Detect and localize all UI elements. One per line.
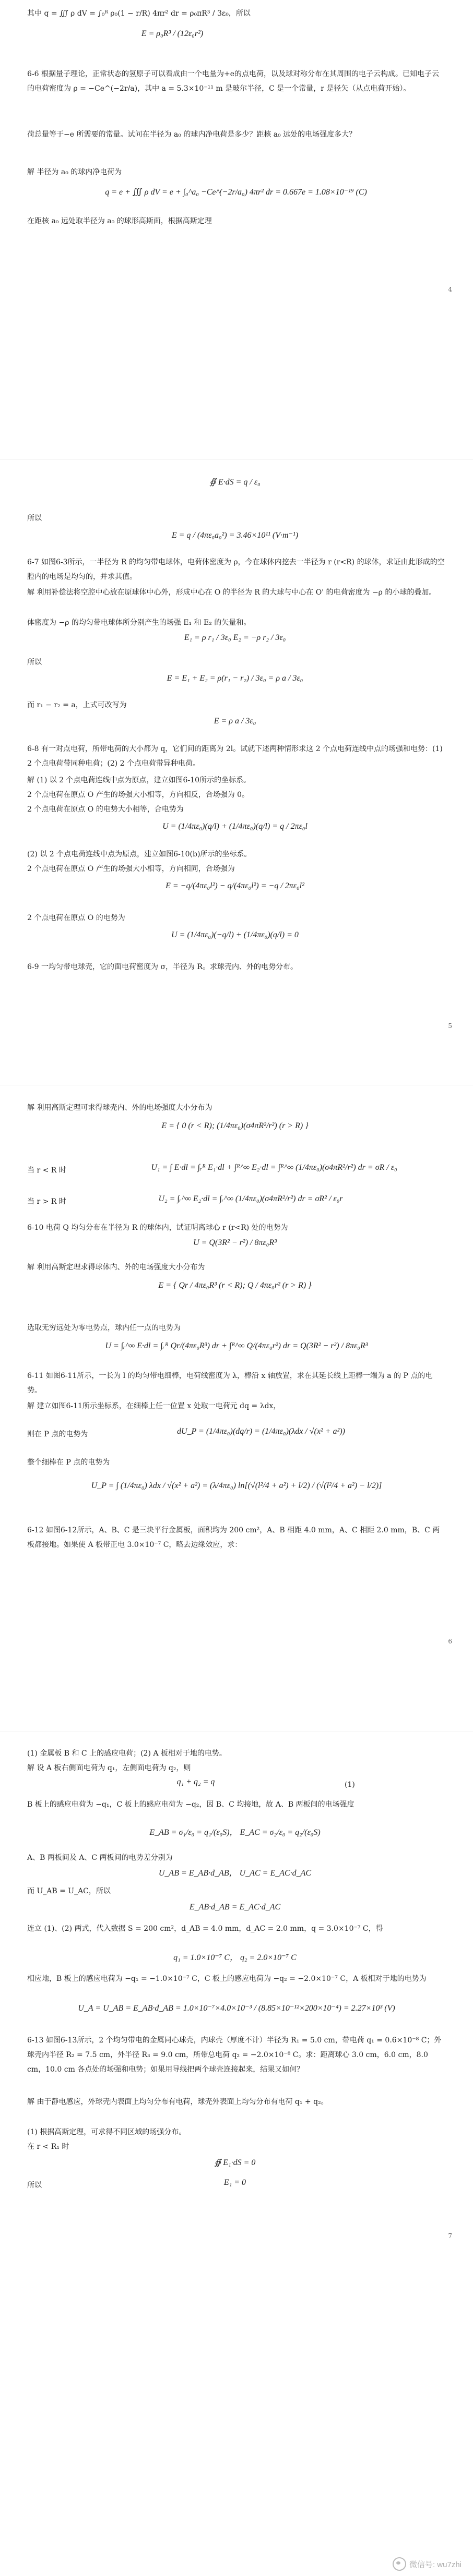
p4-eq3: U_AB = E_AB·d_AB， U_AC = E_AC·d_AC [158,1869,312,1878]
page-number: 5 [448,1022,452,1030]
p3-text9: 则在 P 点的电势为 [27,1430,88,1438]
p3-eq2: U₁ = ∫ E·dl = ∫ᵣᴿ E₁·dl + ∫ᴿ^∞ E₂·dl = ∫ᴿ^∞ (1/4πε₀)(σ4πR²/r²) dr = σR / ε₀ [151,1163,397,1172]
p3-eq8: U_P = ∫ (1/4πε₀) λdx / √(x² + a²) = (λ/4πε₀) ln[(√(l²/4 + a²) + l/2) / (√(l²/4 + a²) − l/2)] [91,1481,382,1490]
p4-text5: 而 U_AB = U_AC，所以 [27,1887,111,1895]
p3-text10: 整个细棒在 P 点的电势为 [27,1458,110,1467]
page-number: 4 [448,286,452,293]
p4-eq2: E_AB = σ₁/ε₀ = q₁/(ε₀S)， E_AC = σ₂/ε₀ = q₂/(ε₀S) [149,1828,321,1837]
p2-text1: 所以 [27,514,42,523]
p2-eq5: E = ρ a / 3ε₀ [214,717,256,725]
p2-eq3: E₁ = ρ r₁ / 3ε₀ E₂ = −ρ r₂ / 3ε₀ [184,633,286,642]
p3-text3: 当 r > R 时 [27,1198,66,1206]
p4-text6: 连立 (1)、(2) 两式，代入数据 S = 200 cm²，d_AB = 4.0 mm，d_AC = 2.0 mm，q = 3.0×10⁻⁷ C，得 [27,1925,383,1933]
p3-eq1: E = { 0 (r < R); (1/4πε₀)(σ4πR²/r²) (r > R) } [161,1121,309,1130]
p2-text10: 2 个点电荷在原点 O 的电势大小相等，合电势为 [27,805,184,814]
p2-text7: 6-8 有一对点电荷，所带电荷的大小都为 q，它们间的距离为 2l。试就下述两种情形求这 2 个点电荷连线中点的场强和电势：(1) 2 个点电荷带同种电荷；(2) 2 个点电荷带异种电荷。 [27,745,443,768]
page-1 [0,0,473,469]
p4-eq6: U_A = U_AB = E_AB·d_AB = 1.0×10⁻⁷×4.0×10⁻³ / (8.85×10⁻¹²×200×10⁻⁴) = 2.27×10³ (V) [78,2004,395,2013]
p4-text10: (1) 根据高斯定理，可求得不同区域的场强分布。 [27,2128,186,2136]
p2-text6: 而 r₁ − r₂ = a，上式可改写为 [27,701,127,709]
p3-eq4: U = Q(3R² − r²) / 8πε₀R³ [193,1238,277,1247]
watermark-text: 微信号: wu7zhi [409,2560,462,2569]
p3-text11: 6-12 如图6-12所示，A、B、C 是三块平行金属板，面积均为 200 cm²，A、B 相距 4.0 mm，A、C 相距 2.0 mm，B、C 两板都接地。如果使 A 板带正电 3.0×10⁻⁷ C，略去边缘效应，求： [27,1526,440,1549]
p2-text8: 解 (1) 以 2 个点电荷连线中点为原点，建立如图6-10所示的坐标系。 [27,776,251,784]
p3-text6: 选取无穷远处为零电势点，球内任一点的电势为 [27,1324,181,1332]
p1-text1: 6-6 根据量子理论，正常状态的氢原子可以看成由一个电量为+e的点电荷，以及球对称分布在其周围的电子云构成。已知电子云的电荷密度为 ρ = −Ce^(−2r/a)，其中 a = 5.3×10⁻¹¹ m 是玻尔半径，C 是一个常量，r 是径矢（从点电荷开始）。 [27,70,440,93]
wechat-logo-icon [393,2557,406,2571]
p2-text2: 6-7 如图6-3所示，一半径为 R 的均匀带电球体，电荷体密度为 ρ，今在球体内挖去一半径为 r (r<R) 的球体，求证由此形成的空腔内的电场是均匀的，并求其值。 [27,558,445,581]
page-3 [0,1095,473,1732]
p4-eq8: E₁ = 0 [223,2178,246,2187]
p3-text7: 6-11 如图6-11所示，一长为 l 的均匀带电细棒，电荷线密度为 λ，棒沿 x 轴放置，求在其延长线上距棒一端为 a 的 P 点的电势。 [27,1372,433,1395]
p1-text2: 荷总量等于−e 所需要的常量。试问在半径为 a₀ 的球内净电荷是多少？距核 a₀ 远处的电场强度多大？ [27,130,357,139]
p1-eq2: E = ρ₀R³ / (12ε₀r²) [141,29,204,38]
page-number: 7 [448,2232,452,2240]
p2-eq7: E = −q/(4πε₀l²) − q/(4πε₀l²) = −q / 2πε₀l² [165,881,304,890]
p3-text4: 6-10 电荷 Q 均匀分布在半径为 R 的球体内，试证明离球心 r (r<R) 处的电势为 [27,1224,288,1232]
p1-eq1: 其中 q = ∭ ρ dV = ∫₀ᴿ ρ₀(1 − r/R) 4πr² dr = ρ₀πR³ / 3ε₀，所以 [27,9,251,18]
p4-eq4: E_AB·d_AB = E_AC·d_AC [189,1903,281,1912]
p1-text3: 解 半径为 a₀ 的球内净电荷为 [27,168,122,176]
p4-text4: A、B 两板间及 A、C 两板间的电势差分别为 [27,1854,173,1862]
p1-eq3: q = e + ∭ ρ dV = e + ∫₀^a₀ −Ce^(−2r/a₀) 4πr² dr = 0.667e = 1.08×10⁻¹⁹ (C) [105,188,367,197]
p4-eq5: q₁ = 1.0×10⁻⁷ C， q₂ = 2.0×10⁻⁷ C [173,1953,297,1962]
p3-eq6: U = ∫ᵣ^∞ E·dl = ∫ᵣᴿ Qr/(4πε₀R³) dr + ∫ᴿ^∞ Q/(4πε₀r²) dr = Q(3R² − r²) / 8πε₀R³ [105,1341,368,1350]
p2-text14: 6-9 一均匀带电球壳，它的面电荷密度为 σ，半径为 R。求球壳内、外的电势分布。 [27,963,298,971]
p3-eq3: U₂ = ∫ᵣ^∞ E₂·dl = ∫ᵣ^∞ (1/4πε₀)(σ4πR²/r²) dr = σR² / ε₀r [158,1194,343,1203]
p4-text12: 所以 [27,2181,42,2190]
p2-eq4: E = E₁ + E₂ = ρ(r₁ − r₂) / 3ε₀ = ρ a / 3ε₀ [167,674,303,683]
p4-text3: B 板上的感应电荷为 −q₁，C 板上的感应电荷为 −q₂，因 B、C 均接地，故 A、B 两板间的电场强度 [27,1800,354,1809]
p4-text11: 在 r < R₁ 时 [27,2143,69,2151]
page-2 [0,469,473,1085]
p2-eq1: ∯ E·dS = q / ε₀ [209,478,261,487]
p2-eq2: E = q / (4πε₀a₀²) = 3.46×10¹¹ (V·m⁻¹) [171,531,299,540]
wechat-watermark [393,2557,462,2571]
p3-text8: 解 建立如图6-11所示坐标系，在细棒上任一位置 x 处取一电荷元 dq = λdx， [27,1402,281,1410]
p4-text8: 6-13 如图6-13所示，2 个均匀带电的金属同心球壳，内球壳（厚度不计）半径为 R₁ = 5.0 cm，带电荷 q₁ = 0.6×10⁻⁸ C；外球壳内半径 R₂ = 7.5 cm，外半径 R₃ = 9.0 cm，所带总电荷 q₂ = −2.0×10⁻⁸ C。求：距离球心 3.0 cm，6.0 cm，8.0 cm，10.0 cm 各点处的场强和电势；如果用导线把两个球壳连接起来，结果又如何？ [27,2036,442,2074]
p2-text9: 2 个点电荷在原点 O 产生的场强大小相等，方向相反，合场强为 0。 [27,791,250,799]
p3-eq7: dU_P = (1/4πε₀)(dq/r) = (1/4πε₀)(λdx / √(x² + a²)) [177,1427,345,1436]
page-number: 6 [448,1638,452,1645]
p4-text7: 相应地，B 板上的感应电荷为 −q₁ = −1.0×10⁻⁷ C，C 板上的感应电荷为 −q₂ = −2.0×10⁻⁷ C，A 板相对于地的电势为 [27,1975,427,1983]
p3-text5: 解 利用高斯定理求得球体内、外的电场强度大小分布为 [27,1263,205,1272]
p1-text4: 在距核 a₀ 远处取半径为 a₀ 的球形高斯面，根据高斯定理 [27,217,212,225]
p2-text4: 体密度为 −ρ 的均匀带电球体所分别产生的场强 E₁ 和 E₂ 的矢量和。 [27,619,251,627]
p4-text1: (1) 金属板 B 和 C 上的感应电荷；(2) A 板相对于地的电势。 [27,1749,227,1758]
p4-eqno1: (1) [345,1781,355,1789]
p3-eq5: E = { Qr / 4πε₀R³ (r < R); Q / 4πε₀r² (r > R) } [158,1281,312,1290]
p2-text11: (2) 以 2 个点电荷连线中点为原点，建立如图6-10(b)所示的坐标系。 [27,850,252,858]
p3-text2: 当 r < R 时 [27,1166,66,1175]
p2-text5: 所以 [27,658,42,667]
p4-eq1: q₁ + q₂ = q [176,1777,215,1786]
page-4 [0,1742,473,2576]
p4-text2: 解 设 A 板右侧面电荷为 q₁，左侧面电荷为 q₂，则 [27,1764,191,1772]
p2-eq8: U = (1/4πε₀)(−q/l) + (1/4πε₀)(q/l) = 0 [171,930,299,939]
p2-text3: 解 利用补偿法将空腔中心放在原球体中心外，形成中心在 O 的半径为 R 的大球与中心在 O' 的电荷密度为 −ρ 的小球的叠加。 [27,588,436,597]
p4-text9: 解 由于静电感应，外球壳内表面上均匀分布有电荷，球壳外表面上均匀分布有电荷 q₁ + q₂。 [27,2098,328,2106]
p4-eq7: ∯ E₁·dS = 0 [214,2158,256,2167]
p3-text1: 解 利用高斯定理可求得球壳内、外的电场强度大小分布为 [27,1104,212,1112]
p2-text13: 2 个点电荷在原点 O 的电势为 [27,914,125,922]
p2-eq6: U = (1/4πε₀)(q/l) + (1/4πε₀)(q/l) = q / 2πε₀l [162,822,308,831]
p2-text12: 2 个点电荷在原点 O 产生的场强大小相等，方向相同，合场强为 [27,865,235,873]
